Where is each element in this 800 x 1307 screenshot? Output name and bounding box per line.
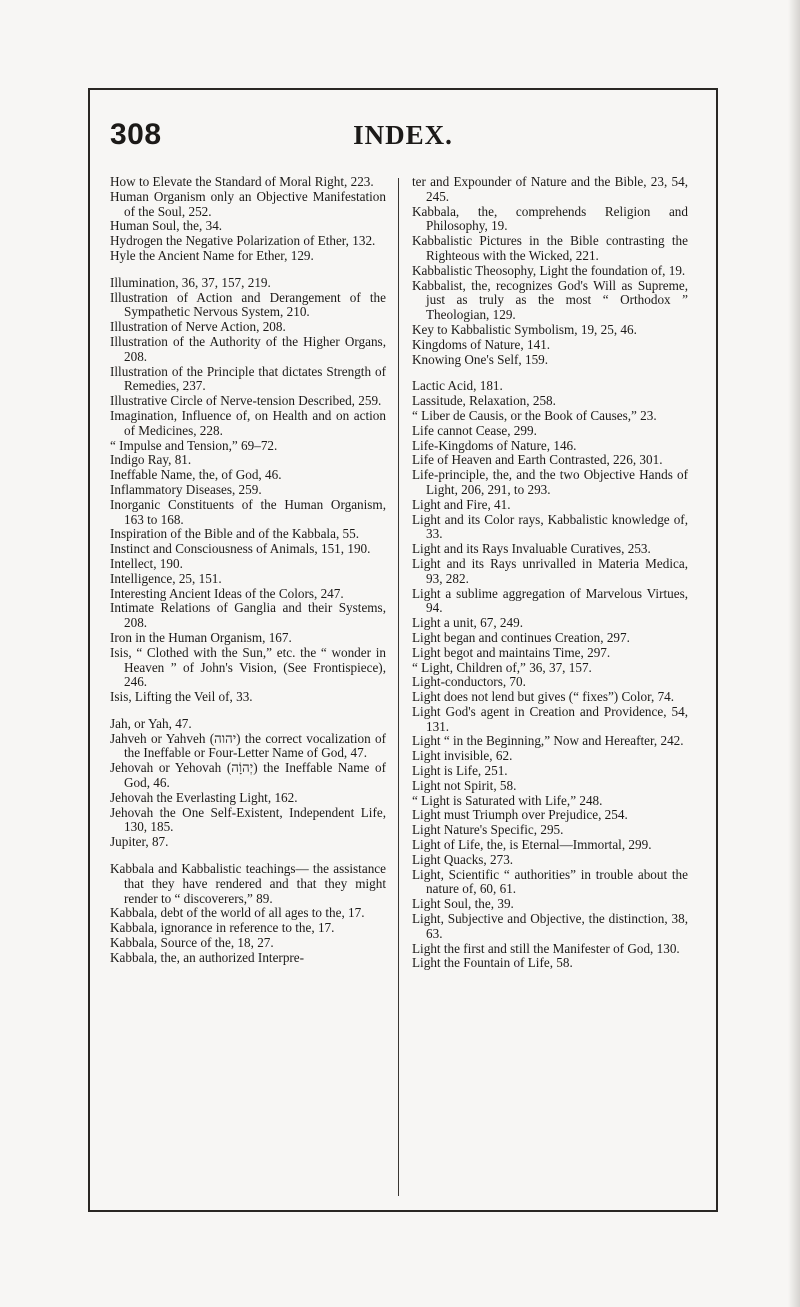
index-entry: Indigo Ray, 81. <box>110 452 192 468</box>
index-entry: Jahveh or Yahveh (יהוה) the correct vocalization of the Ineffable or Four-Letter Name of God, 47. <box>110 730 386 761</box>
index-entry: Instinct and Consciousness of Animals, 151, 190. <box>110 541 371 557</box>
index-column-right <box>412 175 688 971</box>
index-entry: Ineffable Name, the, of God, 46. <box>110 467 282 483</box>
index-entry: Light began and continues Creation, 297. <box>412 629 630 645</box>
index-entry: Isis, “ Clothed with the Sun,” etc. the “ wonder in Heaven ” of John's Vision, (See Frontispiece), 246. <box>110 644 386 690</box>
index-entry: Light and its Rays Invaluable Curatives, 253. <box>412 541 651 557</box>
index-entry: Kabbala, the, an authorized Interpre- <box>110 949 305 965</box>
index-entry: Jehovah the One Self-Existent, Independent Life, 130, 185. <box>110 804 386 835</box>
index-entry: Light Soul, the, 39. <box>412 896 514 912</box>
index-entry: Light the first and still the Manifester of God, 130. <box>412 940 680 956</box>
index-entry: Kabbalist, the, recognizes God's Will as Supreme, just as truly as the most “ Orthodox ” Theologian, 129. <box>412 277 688 323</box>
index-entry: Inorganic Constituents of the Human Organism, 163 to 168. <box>110 496 386 527</box>
index-entry: Light a sublime aggregation of Marvelous Virtues, 94. <box>412 585 688 616</box>
index-entry: Light of Life, the, is Eternal—Immortal, 299. <box>412 837 652 853</box>
page-number: 308 <box>110 118 162 151</box>
index-entry: Life cannot Cease, 299. <box>412 422 537 438</box>
index-entry: Illustration of Nerve Action, 208. <box>110 319 286 335</box>
index-entry: Kabbala, the, comprehends Religion and Philosophy, 19. <box>412 203 688 234</box>
index-entry: ter and Expounder of Nature and the Bible, 23, 54, 245. <box>412 174 688 204</box>
index-entry: Jehovah the Everlasting Light, 162. <box>110 789 298 805</box>
index-entry: Illustration of the Authority of the Higher Organs, 208. <box>110 333 386 364</box>
index-column-left <box>110 175 386 966</box>
index-entry: Jehovah or Yehovah (יְהוָֹה) the Ineffable Name of God, 46. <box>110 760 386 791</box>
index-entry: Knowing One's Self, 159. <box>412 351 549 367</box>
index-entry: Light, Scientific “ authorities” in trouble about the nature of, 60, 61. <box>412 866 688 897</box>
index-entry: Light “ in the Beginning,” Now and Hereafter, 242. <box>412 733 684 749</box>
index-entry: Life of Heaven and Earth Contrasted, 226, 301. <box>412 452 663 468</box>
index-entry: Interesting Ancient Ideas of the Colors, 247. <box>110 585 344 601</box>
page-edge-shadow <box>788 0 800 1307</box>
index-entry: Key to Kabbalistic Symbolism, 19, 25, 46. <box>412 321 637 337</box>
index-entry: Light must Triumph over Prejudice, 254. <box>412 807 628 823</box>
index-entry: Illustration of Action and Derangement of the Sympathetic Nervous System, 210. <box>110 289 386 320</box>
index-entry: Jupiter, 87. <box>110 834 169 850</box>
index-entry: Light Quacks, 273. <box>412 851 514 867</box>
index-entry: Kingdoms of Nature, 141. <box>412 336 551 352</box>
column-divider <box>398 178 399 1196</box>
index-entry: Light begot and maintains Time, 297. <box>412 644 611 660</box>
index-entry: Light the Fountain of Life, 58. <box>412 955 573 971</box>
index-entry: Light invisible, 62. <box>412 748 513 764</box>
index-entry: Kabbalistic Pictures in the Bible contrasting the Righteous with the Wicked, 221. <box>412 233 688 263</box>
index-entry: Inspiration of the Bible and of the Kabbala, 55. <box>110 526 360 542</box>
index-entry: Light and its Color rays, Kabbalistic knowledge of, 33. <box>412 511 688 542</box>
index-entry: Human Organism only an Objective Manifestation of the Soul, 252. <box>110 188 386 219</box>
index-entry: Inflammatory Diseases, 259. <box>110 481 262 497</box>
index-entry: Life-principle, the, and the two Objective Hands of Light, 206, 291, to 293. <box>412 467 688 497</box>
index-entry: Light Nature's Specific, 295. <box>412 822 564 838</box>
index-entry: Intellect, 190. <box>110 555 183 571</box>
index-entry: Jah, or Yah, 47. <box>110 715 192 731</box>
index-entry: Illustration of the Principle that dictates Strength of Remedies, 237. <box>110 363 386 394</box>
index-entry: “ Impulse and Tension,” 69–72. <box>110 437 278 453</box>
index-entry: Kabbalistic Theosophy, Light the foundation of, 19. <box>412 262 686 278</box>
index-entry: Lassitude, Relaxation, 258. <box>412 393 556 409</box>
index-entry: Lactic Acid, 181. <box>412 378 503 394</box>
index-entry: Kabbala, debt of the world of all ages to the, 17. <box>110 905 365 921</box>
index-entry: Hyle the Ancient Name for Ether, 129. <box>110 247 314 263</box>
index-entry: Human Soul, the, 34. <box>110 218 223 234</box>
index-entry: Light and its Rays unrivalled in Materia Medica, 93, 282. <box>412 555 688 586</box>
index-entry: “ Light, Children of,” 36, 37, 157. <box>412 659 592 675</box>
index-entry: Isis, Lifting the Veil of, 33. <box>110 689 253 705</box>
index-entry: Light not Spirit, 58. <box>412 777 517 793</box>
index-entry: Kabbala and Kabbalistic teachings— the assistance that they have rendered and that they might render to “ discoverers,” 89. <box>110 861 386 906</box>
index-entry: Illumination, 36, 37, 157, 219. <box>110 274 271 290</box>
index-entry: Light and Fire, 41. <box>412 496 511 512</box>
index-entry: Imagination, Influence of, on Health and on action of Medicines, 228. <box>110 407 386 438</box>
index-entry: Life-Kingdoms of Nature, 146. <box>412 437 577 453</box>
index-entry: “ Light is Saturated with Life,” 248. <box>412 792 603 808</box>
index-entry: “ Liber de Causis, or the Book of Causes,” 23. <box>412 407 657 423</box>
index-entry: How to Elevate the Standard of Moral Right, 223. <box>110 174 374 189</box>
index-entry: Light-conductors, 70. <box>412 674 526 690</box>
index-entry: Light does not lend but gives (“ fixes”) Color, 74. <box>412 689 675 705</box>
running-head: INDEX. <box>353 120 453 150</box>
index-entry: Hydrogen the Negative Polarization of Ether, 132. <box>110 233 376 249</box>
index-entry: Kabbala, ignorance in reference to the, 17. <box>110 920 335 936</box>
index-entry: Iron in the Human Organism, 167. <box>110 629 292 645</box>
index-entry: Intelligence, 25, 151. <box>110 570 222 586</box>
index-entry: Intimate Relations of Ganglia and their Systems, 208. <box>110 600 386 631</box>
index-entry: Light, Subjective and Objective, the distinction, 38, 63. <box>412 911 688 941</box>
index-entry: Light God's agent in Creation and Providence, 54, 131. <box>412 703 688 734</box>
index-entry: Light a unit, 67, 249. <box>412 615 523 631</box>
index-entry: Illustrative Circle of Nerve-tension Described, 259. <box>110 393 382 409</box>
index-entry: Kabbala, Source of the, 18, 27. <box>110 935 274 951</box>
page-header <box>110 118 696 158</box>
index-entry: Light is Life, 251. <box>412 763 508 779</box>
